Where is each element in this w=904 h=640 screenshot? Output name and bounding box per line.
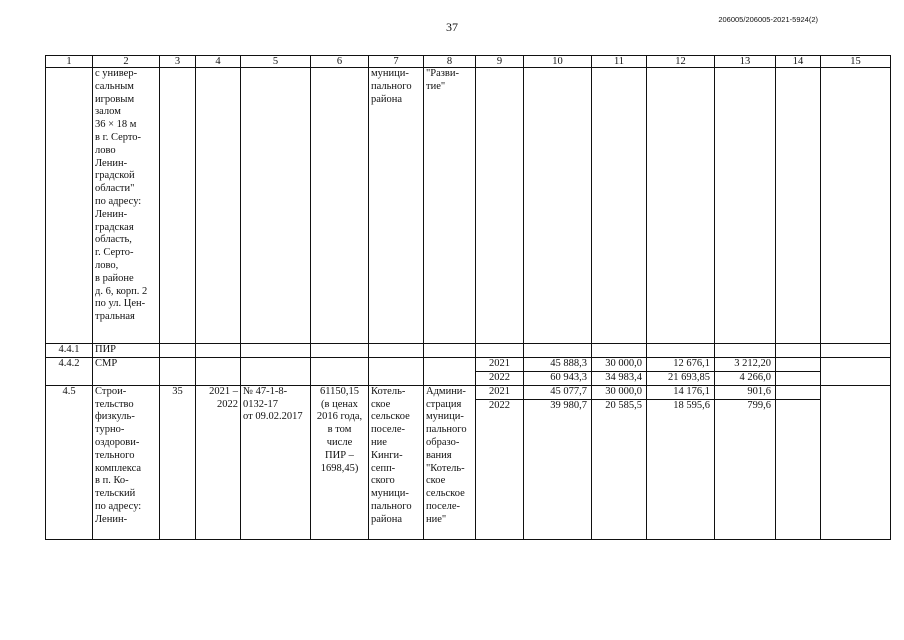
regional-cell: 18 595,6 (647, 399, 714, 413)
local-cell: 799,6 (715, 399, 775, 413)
col-header: 11 (592, 56, 647, 68)
total-cell: 45 077,7 (550, 385, 587, 397)
total-cell: 45 888,3 (550, 357, 587, 369)
municipality-cell: Котель- ское сельское поселе- ние Кинги- сепп- ского муници- пального района (369, 385, 424, 539)
federal-cell: 30 000,0 (605, 385, 642, 397)
local-cell: 3 212,20 (734, 357, 771, 369)
work-type-cell: СМР (93, 357, 160, 385)
object-name-cell: с универ- сальным игровым залом 36 × 18 м в г. Серто- лово Ленин- градской области" по адресу: Ленин- градская область, г. Серто- лово, в районе д. 6, корп. 2 по ул. Цен- тральная (93, 68, 160, 344)
col-header: 4 (196, 56, 241, 68)
table-row-continuation (46, 68, 891, 344)
col-header: 7 (369, 56, 424, 68)
col-header: 14 (776, 56, 821, 68)
row-number-cell: 4.5 (46, 385, 93, 539)
year-cell: 2022 (476, 399, 523, 413)
page-number: 37 (446, 20, 458, 34)
municipality-cell: муници- пального района (369, 68, 424, 344)
row-number-cell: 4.4.1 (46, 344, 93, 358)
document-id: 206005/206005-2021-5924(2) (718, 15, 818, 24)
total-cell: 60 943,3 (524, 371, 591, 385)
col-header: 9 (476, 56, 524, 68)
federal-cell: 20 585,5 (592, 399, 646, 413)
table-row-pir (46, 344, 891, 358)
col-header: 12 (647, 56, 715, 68)
year-cell: 2021 (489, 357, 510, 369)
expertise-cell: № 47-1-8- 0132-17 от 09.02.2017 (241, 385, 311, 539)
customer-cell: Админи- страция муници- пального образо- вания "Котель- ское сельское поселе- ние" (424, 385, 476, 539)
col-header: 6 (311, 56, 369, 68)
col-header: 15 (821, 56, 891, 68)
local-cell: 901,6 (747, 385, 771, 397)
column-numbers-row (46, 56, 891, 68)
customer-cell: "Разви- тие" (424, 68, 476, 344)
table-row-smr (46, 357, 891, 385)
regional-cell: 14 176,1 (673, 385, 710, 397)
col-header: 1 (46, 56, 93, 68)
col-header: 10 (524, 56, 592, 68)
federal-cell: 30 000,0 (605, 357, 642, 369)
estimated-cost-cell: 61150,15 (в ценах 2016 года, в том числе ПИР – 1698,45) (311, 385, 369, 539)
local-cell: 4 266,0 (715, 371, 775, 385)
work-type-cell: ПИР (93, 344, 160, 358)
regional-cell: 21 693,85 (647, 371, 714, 385)
federal-cell: 34 983,4 (592, 371, 646, 385)
register-table (45, 55, 891, 540)
col-header: 2 (93, 56, 160, 68)
capacity-cell: 35 (160, 385, 196, 539)
year-cell: 2022 (476, 371, 523, 385)
period-cell: 2021 – 2022 (196, 385, 241, 539)
col-header: 5 (241, 56, 311, 68)
total-cell: 39 980,7 (524, 399, 591, 413)
table-row-4-5 (46, 385, 891, 539)
col-header: 13 (715, 56, 776, 68)
object-name-cell: Строи- тельство физкуль- турно- оздорови- тельного комплекса в п. Ко- тельский по адресу: Ленин- (93, 385, 160, 539)
row-number-cell: 4.4.2 (46, 357, 93, 385)
col-header: 3 (160, 56, 196, 68)
col-header: 8 (424, 56, 476, 68)
regional-cell: 12 676,1 (673, 357, 710, 369)
year-cell: 2021 (489, 385, 510, 397)
